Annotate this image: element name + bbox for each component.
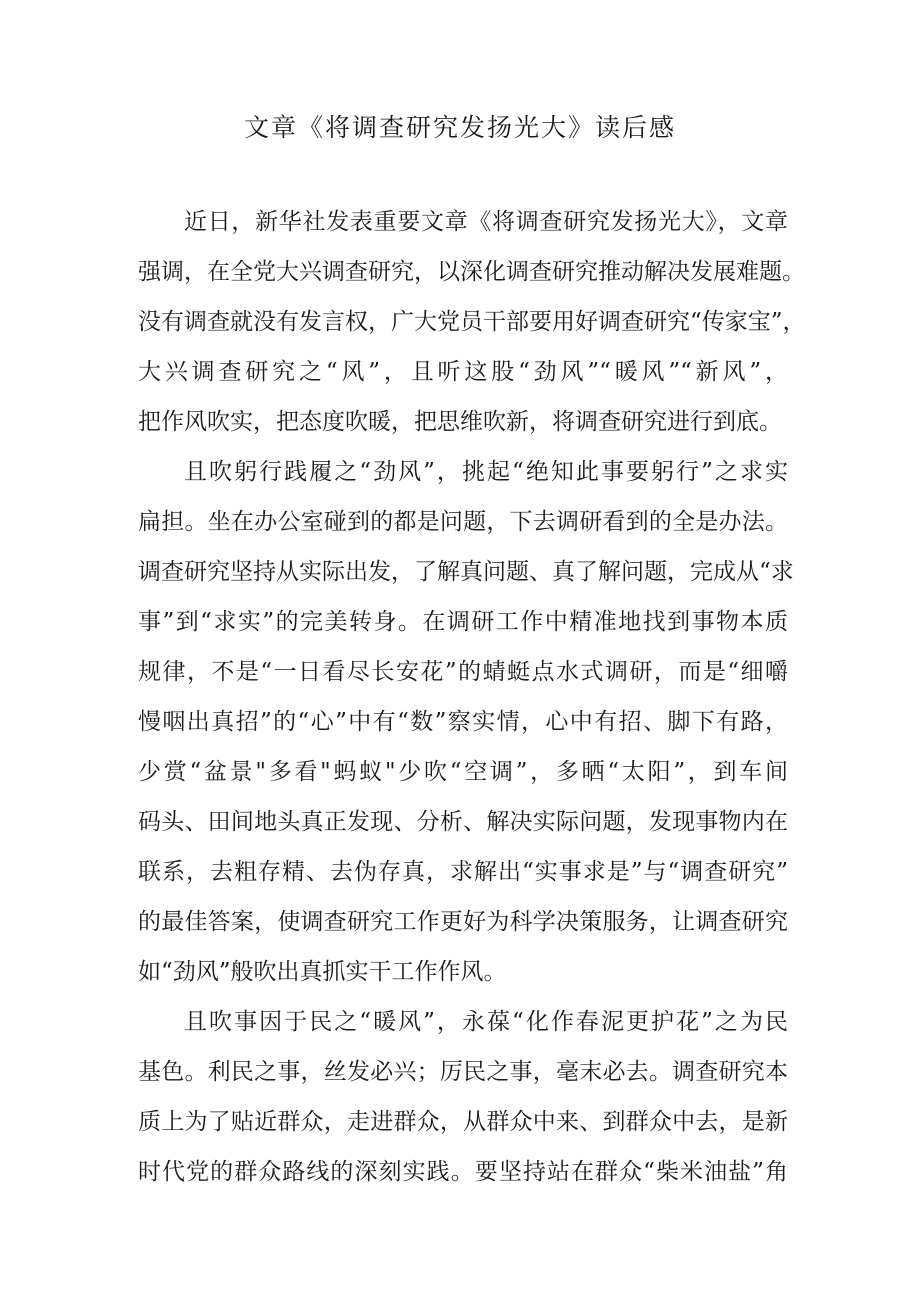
text-line: 强调，在全党大兴调查研究，以深化调查研究推动解决发展难题。 <box>138 259 805 285</box>
text-line: 事”到“求实”的完美转身。在调研工作中精准地找到事物本质 <box>138 609 788 635</box>
text-line: 的最佳答案，使调查研究工作更好为科学决策服务，让调查研究 <box>138 909 788 935</box>
text-line: 码头、田间地头真正发现、分析、解决实际问题，发现事物内在 <box>138 809 788 835</box>
text-line: 没有调查就没有发言权，广大党员干部要用好调查研究“传家宝”， <box>138 309 806 335</box>
document-body <box>138 197 806 1197</box>
document-title: 文章《将调查研究发扬光大》读后感 <box>243 113 676 142</box>
paragraph-1 <box>138 197 806 447</box>
text-line: 联系，去粗存精、去伪存真，求解出“实事求是”与“调查研究” <box>138 859 788 885</box>
text-line: 少赏“盆景"多看"蚂蚁"少吹“空调”，多晒“太阳”，到车间 <box>138 759 788 785</box>
paragraph-3 <box>138 997 788 1197</box>
text-line: 且吹躬行践履之“劲风”，挑起“绝知此事要躬行”之求实 <box>184 459 788 485</box>
text-line: 调查研究坚持从实际出发，了解真问题、真了解问题，完成从“求 <box>138 559 794 585</box>
text-line: 慢咽出真招”的“心”中有“数”察实情，心中有招、脚下有路， <box>138 709 788 735</box>
text-line: 且吹事因于民之“暖风”，永葆“化作春泥更护花”之为民 <box>184 1009 788 1035</box>
text-line: 质上为了贴近群众，走进群众，从群众中来、到群众中去，是新 <box>138 1109 788 1135</box>
text-line: 大兴调查研究之“风”，且听这股“劲风”“暖风”“新风”， <box>138 359 788 385</box>
text-line: 如“劲风”般吹出真抓实干工作作风。 <box>138 959 507 985</box>
paragraph-2 <box>138 447 794 997</box>
text-line: 规律，不是“一日看尽长安花”的蜻蜓点水式调研，而是“细嚼 <box>138 659 788 685</box>
text-line: 基色。利民之事，丝发必兴；厉民之事，毫末必去。调查研究本 <box>138 1059 788 1085</box>
text-line: 扁担。坐在办公室碰到的都是问题，下去调研看到的全是办法。 <box>138 509 788 535</box>
text-line: 把作风吹实，把态度吹暖，把思维吹新，将调查研究进行到底。 <box>138 409 782 435</box>
text-line: 时代党的群众路线的深刻实践。要坚持站在群众“柴米油盐”角 <box>138 1159 788 1185</box>
text-line: 近日，新华社发表重要文章《将调查研究发扬光大》，文章 <box>184 209 788 235</box>
